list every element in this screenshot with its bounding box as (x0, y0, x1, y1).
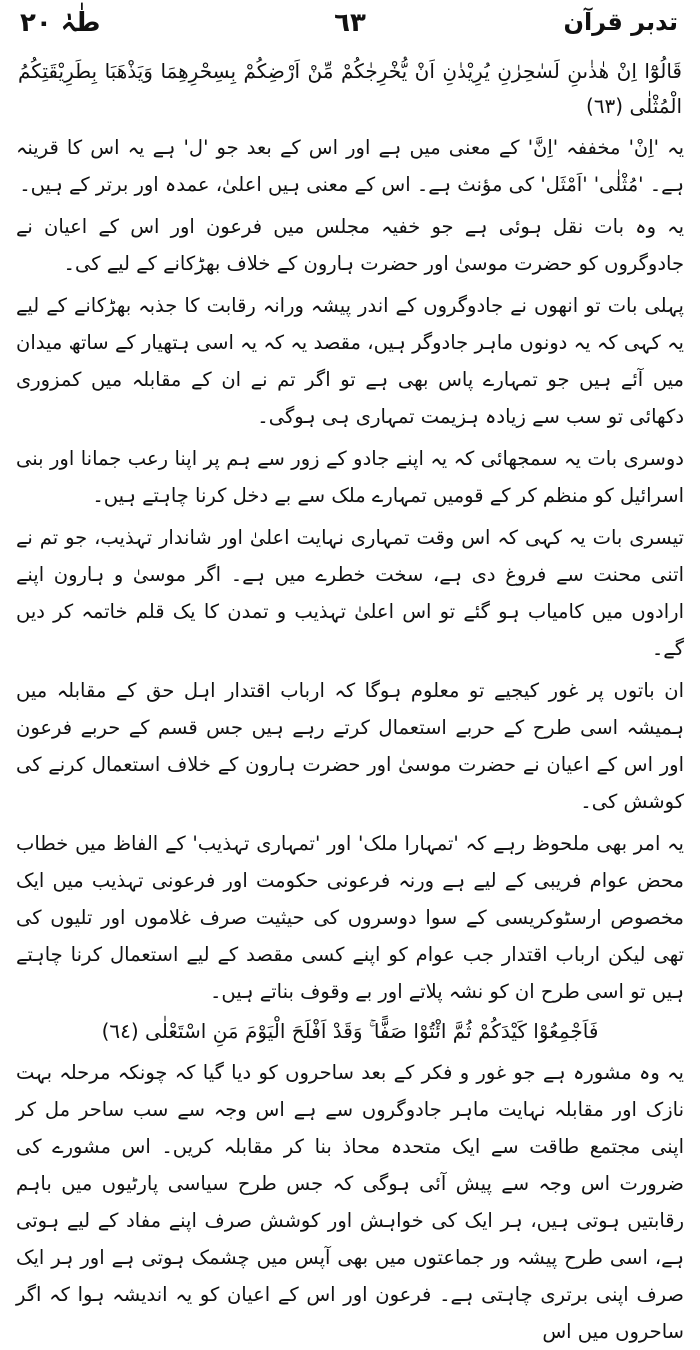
paragraph: یہ 'اِنْ' مخففہ 'اِنَّ' کے معنی میں ہے اور اس کے بعد جو 'ل' ہے یہ اس کا قرینہ ہے۔ 'مُثْلٰی' 'اَمْثَل' کی مؤنث ہے۔ اس کے معنی ہیں اعلیٰ، عمدہ اور برتر کے ہیں۔ (16, 136, 684, 196)
page-header (14, 4, 686, 48)
quran-verse-64: فَاَجْمِعُوْا كَيْدَكُمْ ثُمَّ ائْتُوْا صَفًّا ۚ وَقَدْ اَفْلَحَ الْيَوْمَ مَنِ اسْتَعْلٰى (٦٤) (101, 1019, 599, 1043)
paragraph: یہ وہ بات نقل ہوئی ہے جو خفیہ مجلس میں فرعون اور اس کے اعیان نے جادوگروں کو حضرت موسیٰ اور حضرت ہارون کے خلاف بھڑکانے کے لیے کی۔ (16, 215, 684, 275)
paragraph: یہ وہ مشورہ ہے جو غور و فکر کے بعد ساحروں کو دیا گیا کہ چونکہ مرحلہ بہت نازک اور مقابلہ نہایت ماہر جادوگروں سے ہے اس وجہ سے سب ساحر مل کر اپنی مجتمع طاقت سے ایک متحدہ محاذ بنا کر مقابلہ کریں۔ اس مشورے کی ضرورت اس وجہ سے پیش آئی ہوگی کہ جس طرح سیاسی پارٹیوں میں باہم رقابتیں ہوتی ہیں، ہر ایک کی خواہش اور کوشش صرف اپنے مفاد کے لیے ہوتی ہے، اسی طرح پیشہ ور جماعتوں میں بھی آپس میں چشمک ہوتی ہے اور ہر ایک صرف اپنی برتری چاہتی ہے۔ فرعون اور اس کے اعیان کو یہ اندیشہ ہوا کہ اگر ساحروں میں اس (16, 1061, 684, 1343)
paragraph: ان باتوں پر غور کیجیے تو معلوم ہوگا کہ ارباب اقتدار اہل حق کے مقابلہ میں ہمیشہ اسی طرح کے حربے استعمال کرتے رہے ہیں جس قسم کے حربے فرعون اور اس کے اعیان نے حضرت موسیٰ اور حضرت ہارون کے خلاف استعمال کرنے کی کوشش کی۔ (16, 679, 684, 813)
commentary-section-2 (14, 1054, 686, 1350)
paragraph: یہ امر بھی ملحوظ رہے کہ 'تمہارا ملک' اور 'تمہاری تہذیب' کے الفاظ میں خطاب محض عوام فریبی کے لیے ہے ورنہ فرعونی حکومت اور فرعونی تہذیب میں ایک مخصوص ارسٹوکریسی کے سوا دوسروں کی حیثیت صرف غلاموں اور تلیوں کی تھی لیکن ارباب اقتدار جب عوام کو اپنے کسی مقصد کے لیے استعمال کرنا چاہتے ہیں تو اسی طرح ان کو نشہ پلاتے اور بے وقوف بناتے ہیں۔ (16, 832, 684, 1003)
surah-label: طٰہٰ ٢٠ (20, 8, 101, 38)
commentary-section-1 (14, 129, 686, 1010)
quran-verse-63: قَالُوْٓا اِنْ هٰذٰىنِ لَسٰحِرٰنِ يُرِيْدٰنِ اَنْ يُّخْرِجٰكُمْ مِّنْ اَرْضِكُمْ بِسِحْرِهِمَا وَيَذْهَبَا بِطَرِيْقَتِكُمُ الْمُثْلٰى (٦٣) (18, 59, 682, 118)
book-title: تدبر قرآن (563, 8, 678, 36)
paragraph: تیسری بات یہ کہی کہ اس وقت تمہاری نہایت اعلیٰ اور شاندار تہذیب، جو تم نے اتنی محنت سے فروغ دی ہے، سخت خطرے میں ہے۔ اگر موسیٰ و ہارون اپنے ارادوں میں کامیاب ہو گئے تو اس اعلیٰ تہذیب و تمدن کا یک قلم خاتمہ کر دیں گے۔ (16, 526, 684, 660)
paragraph: پہلی بات تو انھوں نے جادوگروں کے اندر پیشہ ورانہ رقابت کا جذبہ بھڑکانے کے لیے یہ کہی کہ یہ دونوں ماہر جادوگر ہیں، مقصد یہ کہ یہ اسی ہتھیار کے ساتھ میدان میں آئے ہیں جو تمہارے پاس بھی ہے تو اگر تم نے ان کے مقابلہ میں کمزوری دکھائی تو سب سے زیادہ ہزیمت تمہاری ہی ہوگی۔ (16, 294, 684, 428)
page-number: ٦٣ (334, 8, 366, 38)
paragraph: دوسری بات یہ سمجھائی کہ یہ اپنے جادو کے زور سے ہم پر اپنا رعب جمانا اور بنی اسرائیل کو منظم کر کے قومیں تمہارے ملک سے بے دخل کرنا چاہتے ہیں۔ (16, 447, 684, 507)
